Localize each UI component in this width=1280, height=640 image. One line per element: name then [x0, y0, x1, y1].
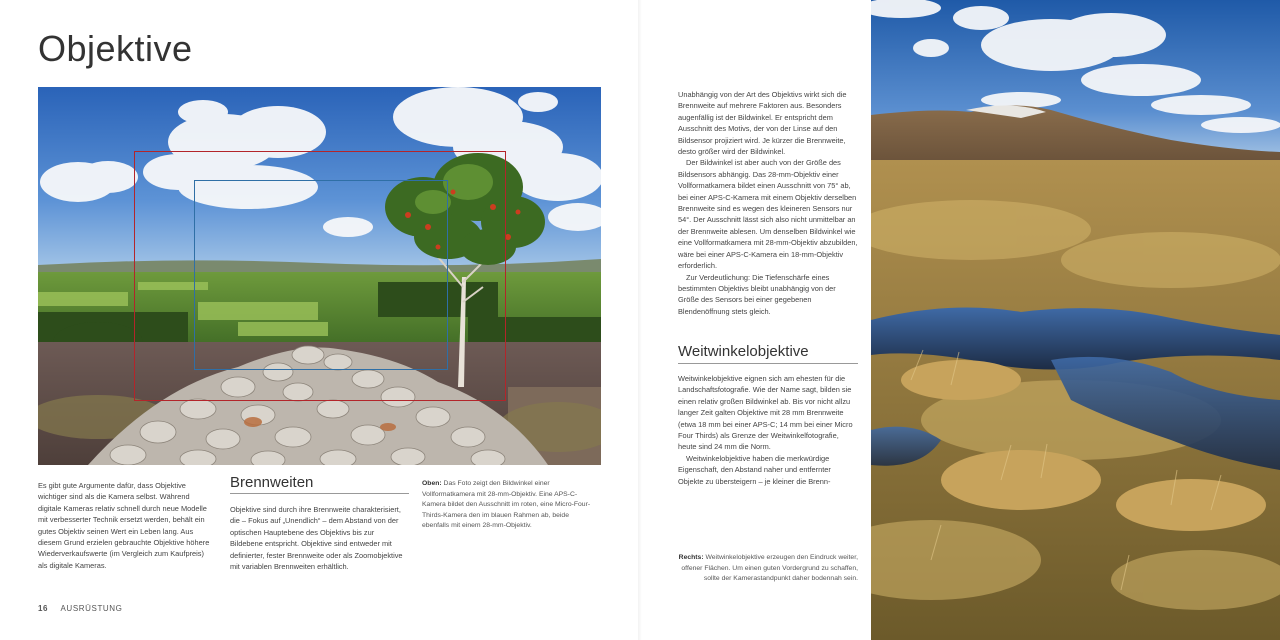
book-gutter	[638, 0, 642, 640]
moorland-illustration	[871, 0, 1280, 640]
caption-oben-text: Das Foto zeigt den Bildwinkel einer Vollformatkamera mit 28-mm-Objektiv. Eine APS-C-Kamera bildet den Ausschnitt im roten, eine Micro-Four-Thirds-Kamera den im blauen Rahmen ab, beide ebenfalls mit einem 28-mm-Objektiv.	[422, 480, 591, 530]
intro-text-column	[38, 480, 213, 571]
photo-illustration	[38, 87, 601, 465]
intro-paragraph: Es gibt gute Argumente dafür, dass Objektive wichtiger sind als die Kamera selbst. Während digitale Kameras relativ schnell durch neue Modelle mit verbesserter Technik ersetzt werden, behält ein gutes Objektiv seinen Wert ein Leben lang. Aus diesem Grund erzielen gebrauchte Objektive höhere Wiederverkaufswerte (im Vergleich zum Kaufpreis) als digitale Kameras.	[38, 481, 210, 570]
right-paragraph-1: Unabhängig von der Art des Objektivs wirkt sich die Brennweite auf mehrere Faktoren aus. Besonders augenfällig ist der Bildwinkel. Er entspricht dem Ausschnitt des Motivs, der von der Linse auf den Bildsensor projiziert wird. Je kürzer die Brennweite, desto größer wird der Bildwinkel.	[678, 90, 847, 157]
page-folio	[38, 604, 123, 613]
caption-rechts	[678, 553, 858, 585]
landscape-photo-cairn	[38, 87, 601, 465]
section-name: AUSRÜSTUNG	[60, 604, 123, 613]
right-paragraph-2: Der Bildwinkel ist aber auch von der Größe des Bildsensors abhängig. Das 28-mm-Objektiv einer Vollformatkamera bildet einen Ausschnitt von 75° ab, bei einer APS-C-Kamera mit einem Objektiv derselben Brennweite sind es wegen des kleineren Sensors nur 54°. Der Ausschnitt lässt sich also nicht unmittelbar an der Brennweite ablesen. Um denselben Bildwinkel wie eine Vollformatkamera mit 28-mm-Objektiv abzubilden, wäre bei einer APS-C-Kamera ein 18-mm-Objektiv erforderlich.	[678, 158, 858, 271]
right-paragraph-3: Zur Verdeutlichung: Die Tiefenschärfe eines bestimmten Objektivs bleibt unabhängig von der Größe des Sensors bei einer gegebenen Blendenöffnung stets gleich.	[678, 272, 836, 316]
right-text-column	[678, 89, 858, 317]
page-title: Objektive	[38, 28, 193, 69]
heading-brennweiten-rule	[230, 493, 409, 494]
page-number: 16	[38, 604, 49, 613]
heading-brennweiten: Brennweiten	[230, 474, 314, 491]
heading-weitwinkel-rule	[678, 363, 858, 364]
brennweiten-text-column	[230, 504, 408, 572]
caption-rechts-text: Weitwinkelobjektive erzeugen den Eindruck weiter, offener Flächen. Um einen guten Vordergrund zu schaffen, sollte der Kamerastandpunkt daher bodennah sein.	[681, 554, 858, 583]
weitwinkel-text-column	[678, 373, 858, 487]
landscape-photo-moorland	[871, 0, 1280, 640]
weitwinkel-paragraph-1: Weitwinkelobjektive eignen sich am ehesten für die Landschaftsfotografie. Wie der Name sagt, bilden sie einen relativ großen Bildwinkel ab. Bis vor nicht allzu langer Zeit galten Objektive mit 28 mm Brennweite (etwa 18 mm bei einer APS-C; 14 mm bei einer Micro Four Thirds) als Grenze der Weitwinkelfotografie, heute sind 24 mm die Norm.	[678, 374, 853, 452]
caption-oben	[422, 479, 594, 532]
caption-oben-label: Oben:	[422, 480, 442, 487]
caption-rechts-label: Rechts:	[678, 554, 704, 561]
brennweiten-paragraph: Objektive sind durch ihre Brennweite charakterisiert, die – Fokus auf „Unendlich“ – dem Abstand von der optischen Hauptebene des Objektivs bis zur Bildebene entspricht. Objektive sind entweder mit definierter, fester Brennweite oder als Zoomobjektive mit variablen Brennweiten erhältlich.	[230, 505, 403, 572]
weitwinkel-paragraph-2: Weitwinkelobjektive haben die merkwürdige Eigenschaft, den Abstand naher und entfernter Objekte zu übersteigern – je kleiner die Brenn-	[678, 453, 831, 486]
heading-weitwinkel: Weitwinkelobjektive	[678, 343, 809, 360]
